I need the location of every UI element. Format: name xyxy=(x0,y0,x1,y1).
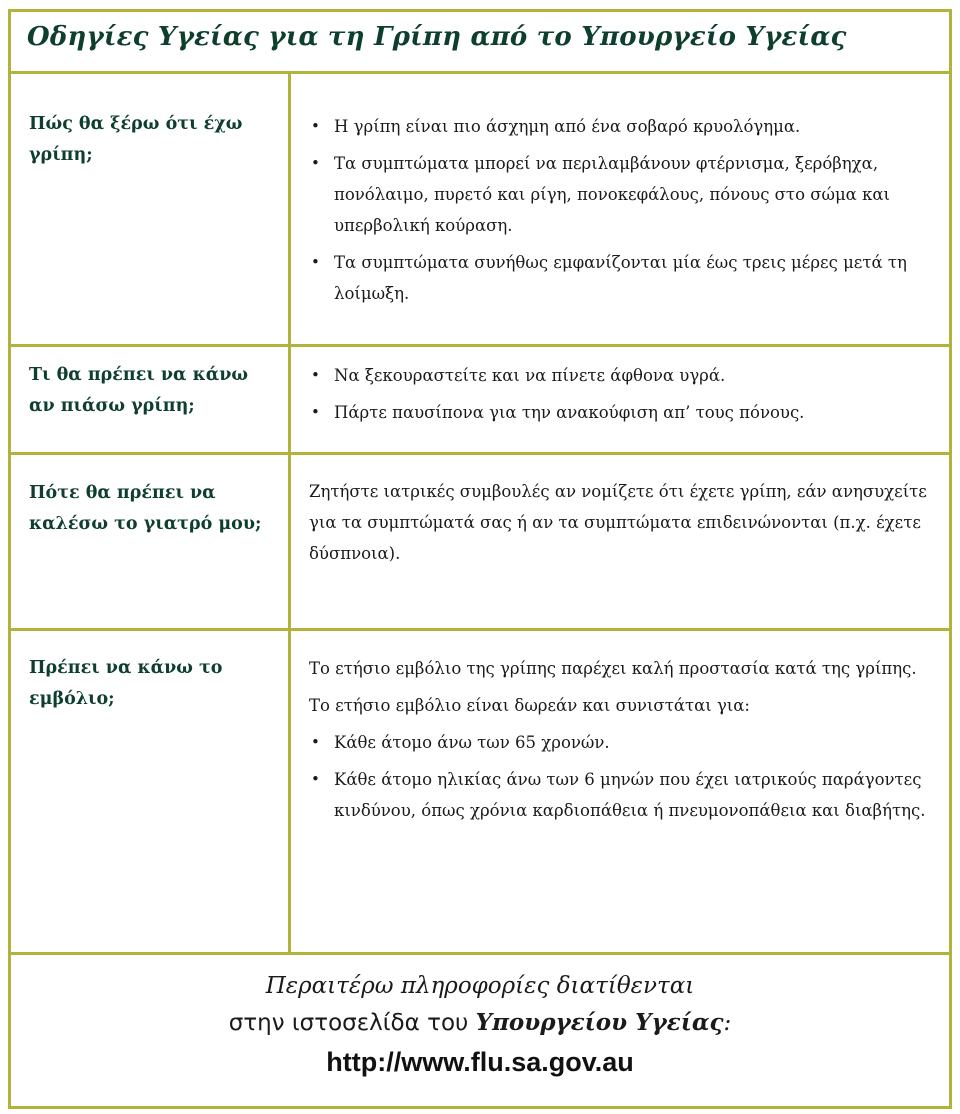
title-cell xyxy=(11,12,949,74)
list-item: • Να ξεκουραστείτε και να πίνετε άφθονα υγρά. xyxy=(309,360,935,391)
faq-row-doctor xyxy=(11,455,949,631)
health-guidance-sheet xyxy=(8,9,952,1109)
faq-row-treatment xyxy=(11,347,949,455)
list-item: • Τα συμπτώματα συνήθως εμφανίζονται μία έως τρεις μέρες μετά τη λοίμωξη. xyxy=(309,247,935,309)
bullet-icon: • xyxy=(311,770,320,788)
website-url-link[interactable]: http://www.flu.sa.gov.au xyxy=(326,1047,634,1077)
answer-bullet-list xyxy=(309,360,935,428)
question-text: Πώς θα ξέρω ότι έχω γρίπη; xyxy=(29,114,243,165)
question-cell xyxy=(11,631,291,952)
question-text: Τι θα πρέπει να κάνω αν πιάσω γρίπη; xyxy=(29,365,248,416)
bullet-icon: • xyxy=(311,117,320,135)
answer-paragraph: Ζητήστε ιατρικές συμβουλές αν νομίζετε ότι έχετε γρίπη, εάν ανησυχείτε για τα συμπτώματά σας ή αν τα συμπτώματα επιδεινώνονται (π.χ. έχετε δύσπνοια). xyxy=(309,482,927,563)
bullet-icon: • xyxy=(311,733,320,751)
more-info-text: Περαιτέρω πληροφορίες διατίθενται xyxy=(265,973,695,999)
bullet-icon: • xyxy=(311,154,320,172)
answer-cell xyxy=(291,74,949,344)
ministry-name: Υπουργείου Υγείας xyxy=(475,1009,724,1036)
answer-paragraph: Το ετήσιο εμβόλιο της γρίπης παρέχει καλή προστασία κατά της γρίπης. xyxy=(309,659,917,678)
list-item: • Η γρίπη είναι πιο άσχημη από ένα σοβαρό κρυολόγημα. xyxy=(309,111,935,142)
list-item: • Τα συμπτώματα μπορεί να περιλαμβάνουν φτέρνισμα, ξερόβηχα, πονόλαιμο, πυρετό και ρίγη, πονοκεφάλους, πόνους στο σώμα και υπερβολική κούραση. xyxy=(309,148,935,241)
website-suffix: : xyxy=(723,1010,732,1036)
question-cell xyxy=(11,74,291,344)
question-cell xyxy=(11,347,291,452)
website-prefix: στην ιστοσελίδα του xyxy=(228,1010,476,1036)
website-reference xyxy=(11,1009,949,1036)
list-item: • Κάθε άτομο ηλικίας άνω των 6 μηνών που έχει ιατρικούς παράγοντες κινδύνου, όπως χρόνια καρδιοπάθεια ή πνευμονοπάθεια και διαβήτης. xyxy=(309,764,935,826)
bullet-icon: • xyxy=(311,253,320,271)
list-item: • Κάθε άτομο άνω των 65 χρονών. xyxy=(309,727,935,758)
bullet-icon: • xyxy=(311,366,320,384)
answer-paragraph: Το ετήσιο εμβόλιο είναι δωρεάν και συνιστάται για: xyxy=(309,696,750,715)
question-cell xyxy=(11,455,291,628)
faq-row-symptoms xyxy=(11,74,949,347)
more-info-footer xyxy=(11,955,949,1106)
question-text: Πότε θα πρέπει να καλέσω το γιατρό μου; xyxy=(29,483,262,534)
bullet-icon: • xyxy=(311,403,320,421)
answer-cell xyxy=(291,347,949,452)
question-text: Πρέπει να κάνω το εμβόλιο; xyxy=(29,658,223,709)
answer-cell xyxy=(291,631,949,952)
faq-row-vaccine xyxy=(11,631,949,955)
answer-cell xyxy=(291,455,949,628)
answer-bullet-list xyxy=(309,111,935,309)
page-title: Οδηγίες Υγείας για τη Γρίπη από το Υπουργείο Υγείας xyxy=(27,22,847,52)
list-item: • Πάρτε παυσίπονα για την ανακούφιση απ’ τους πόνους. xyxy=(309,397,935,428)
answer-bullet-list xyxy=(309,727,935,826)
